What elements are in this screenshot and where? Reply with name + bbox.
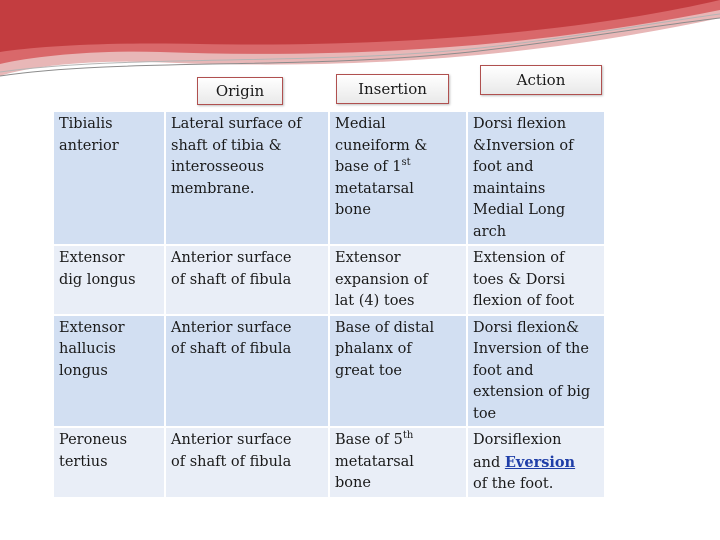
- action-line: toe: [473, 405, 497, 422]
- origin-cell: [166, 246, 328, 314]
- table-row-extensor-hallucis-longus: [54, 316, 604, 427]
- header-origin: Origin: [197, 77, 283, 105]
- header-action: Action: [480, 65, 602, 95]
- action-cell: [468, 112, 604, 244]
- action-line: extension of big: [473, 384, 591, 400]
- ordinal-superscript: st: [401, 157, 411, 169]
- muscle-name-cell: [54, 316, 164, 427]
- action-line: Inversion of the: [473, 341, 589, 357]
- muscle-name-line: hallucis: [59, 341, 116, 357]
- muscle-table: [52, 110, 606, 499]
- eversion-highlight: Eversion: [504, 453, 576, 471]
- header-insertion: Insertion: [336, 74, 449, 104]
- muscle-name-cell: [54, 112, 164, 244]
- origin-line: of shaft of fibula: [171, 341, 292, 357]
- muscle-name-cell: [54, 246, 164, 314]
- insertion-line: metatarsal: [335, 453, 414, 470]
- origin-cell: [166, 428, 328, 497]
- action-line: Dorsi flexion&: [473, 319, 580, 336]
- action-line: and: [473, 454, 505, 471]
- action-line: Dorsiflexion: [473, 432, 562, 448]
- muscle-name-line: anterior: [59, 137, 119, 154]
- origin-line: interosseous: [171, 159, 265, 175]
- muscle-name-cell: [54, 428, 164, 497]
- action-line: Dorsi flexion: [473, 116, 567, 132]
- origin-line: Lateral surface of: [171, 116, 302, 132]
- insertion-line: base of 1: [335, 159, 402, 175]
- ordinal-superscript: th: [402, 430, 414, 442]
- muscle-name-line: tertius: [59, 453, 108, 470]
- muscle-name-line: Extensor: [59, 250, 125, 266]
- insertion-line: cuneiform &: [335, 137, 428, 154]
- action-line: Extension of: [473, 250, 565, 266]
- action-line: foot and: [473, 362, 534, 379]
- origin-cell: [166, 112, 328, 244]
- insertion-line: bone: [335, 202, 371, 218]
- origin-cell: [166, 316, 328, 427]
- action-line: toes & Dorsi: [473, 271, 566, 288]
- insertion-line: Base of distal: [335, 319, 435, 336]
- table-row-peroneus-tertius: [54, 428, 604, 497]
- action-line: of the foot.: [473, 476, 554, 492]
- insertion-cell: [330, 316, 466, 427]
- origin-line: of shaft of fibula: [171, 453, 292, 470]
- muscle-name-line: dig longus: [59, 271, 136, 288]
- muscle-name-line: longus: [59, 362, 108, 379]
- table-row-extensor-dig-longus: [54, 246, 604, 314]
- muscle-name-line: Tibialis: [59, 116, 113, 132]
- insertion-line: Medial: [335, 116, 386, 132]
- action-line: &Inversion of: [473, 137, 574, 154]
- origin-line: of shaft of fibula: [171, 271, 292, 288]
- insertion-line: lat (4) toes: [335, 293, 415, 309]
- origin-line: Anterior surface: [171, 319, 292, 336]
- insertion-line: Base of 5: [335, 432, 403, 448]
- insertion-line: phalanx of: [335, 341, 412, 357]
- origin-line: shaft of tibia &: [171, 137, 282, 154]
- action-cell: [468, 246, 604, 314]
- action-line: Medial Long: [473, 202, 566, 218]
- origin-line: Anterior surface: [171, 250, 292, 266]
- action-line: maintains: [473, 180, 546, 197]
- insertion-cell: [330, 428, 466, 497]
- action-line: flexion of foot: [473, 293, 575, 309]
- action-cell: [468, 316, 604, 427]
- action-cell: [468, 428, 604, 497]
- header-swoosh-decoration: [0, 0, 720, 80]
- insertion-line: great toe: [335, 362, 403, 379]
- table-row-tibialis-anterior: [54, 112, 604, 244]
- insertion-cell: [330, 112, 466, 244]
- action-line: arch: [473, 223, 507, 240]
- insertion-line: metatarsal: [335, 180, 414, 197]
- action-line: foot and: [473, 159, 534, 175]
- insertion-cell: [330, 246, 466, 314]
- insertion-line: bone: [335, 475, 371, 491]
- muscle-name-line: Peroneus: [59, 432, 128, 448]
- insertion-line: Extensor: [335, 250, 401, 266]
- origin-line: membrane.: [171, 180, 255, 197]
- insertion-line: expansion of: [335, 271, 428, 288]
- muscle-name-line: Extensor: [59, 319, 125, 336]
- origin-line: Anterior surface: [171, 432, 292, 448]
